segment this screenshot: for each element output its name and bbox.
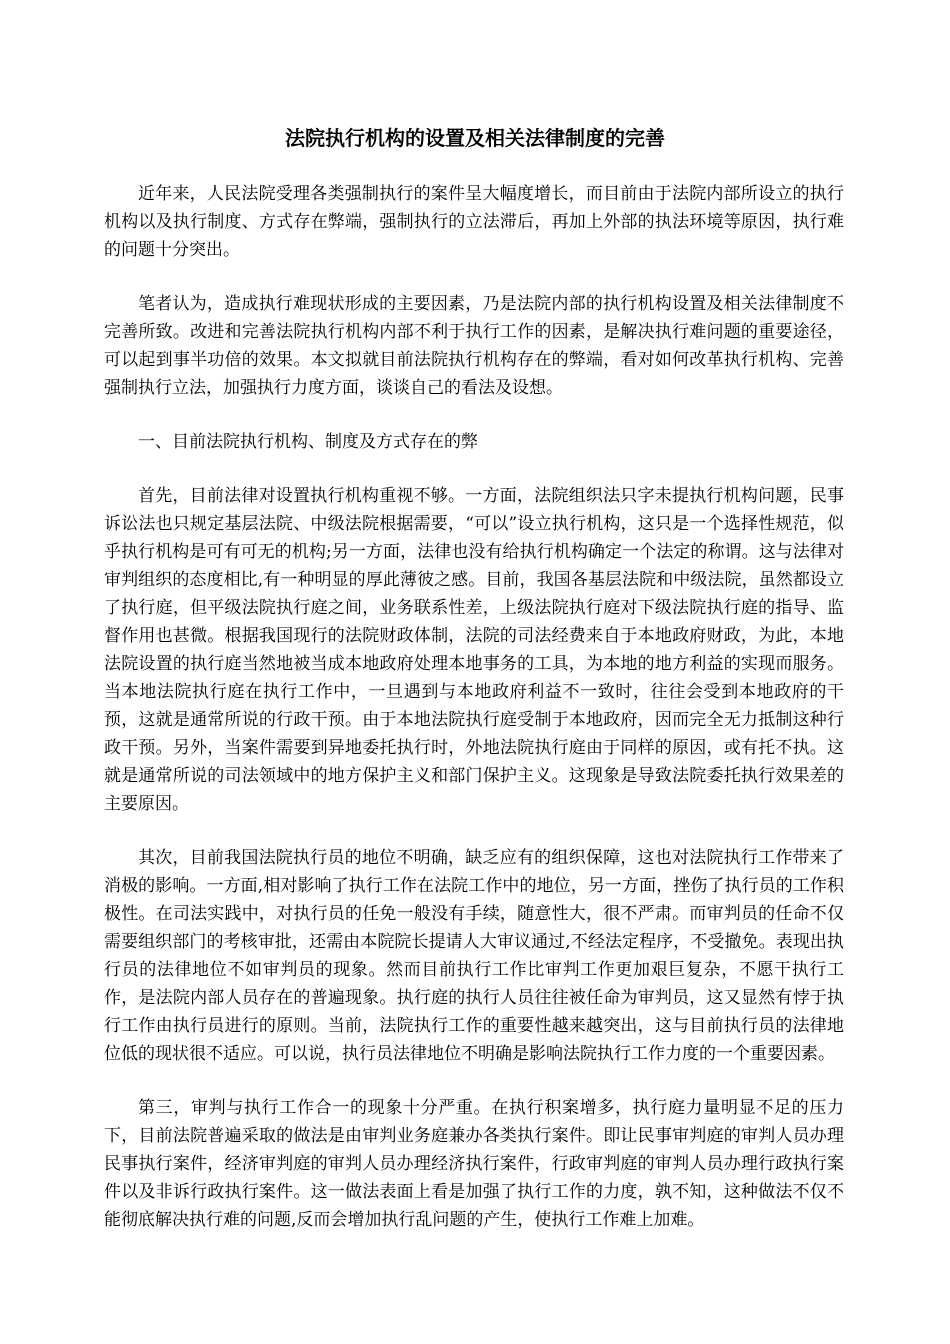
section-heading: 一、目前法院执行机构、制度及方式存在的弊 <box>138 432 478 452</box>
paragraph-author-view: 笔者认为，造成执行难现状形成的主要因素，乃是法院内部的执行机构设置及相关法律制度不完善所致。改进和完善法院执行机构内部不利于执行工作的因素，是解决执行难问题的重要途径，可以起到事半功倍的效果。本文拟就目前法院执行机构存在的弊端，看对如何改革执行机构、完善强制执行立法，加强执行力度方面，谈谈自己的看法及设想。 <box>104 294 844 398</box>
paragraph-second-point: 其次，目前我国法院执行员的地位不明确，缺乏应有的组织保障，这也对法院执行工作带来了消极的影响。一方面,相对影响了执行工作在法院工作中的地位，另一方面，挫伤了执行员的工作积极性。在司法实践中，对执行员的任免一般没有手续，随意性大，很不严肃。而审判员的任命不仅需要组织部门的考核审批，还需由本院院长提请人大审议通过,不经法定程序，不受撤免。表现出执行员的法律地位不如审判员的现象。然而目前执行工作比审判工作更加艰巨复杂，不愿干执行工作，是法院内部人员存在的普遍现象。执行庭的执行人员往往被任命为审判员，这又显然有悖于执行工作由执行员进行的原则。当前，法院执行工作的重要性越来越突出，这与目前执行员的法律地位低的现状很不适应。可以说，执行员法律地位不明确是影响法院执行工作力度的一个重要因素。 <box>104 848 844 1064</box>
paragraph-third-point: 第三，审判与执行工作合一的现象十分严重。在执行积案增多，执行庭力量明显不足的压力下，目前法院普遍采取的做法是由审判业务庭兼办各类执行案件。即让民事审判庭的审判人员办理民事执行案件，经济审判庭的审判人员办理经济执行案件，行政审判庭的审判人员办理行政执行案件以及非诉行政执行案件。这一做法表面上看是加强了执行工作的力度，孰不知，这种做法不仅不能彻底解决执行难的问题,反而会增加执行乱问题的产生，使执行工作难上加难。 <box>104 1098 844 1230</box>
document-body <box>104 180 844 1260</box>
document-title: 法院执行机构的设置及相关法律制度的完善 <box>285 126 665 150</box>
paragraph-intro: 近年来，人民法院受理各类强制执行的案件呈大幅度增长，而目前由于法院内部所设立的执行机构以及执行制度、方式存在弊端，强制执行的立法滞后，再加上外部的执法环境等原因，执行难的问题十分突出。 <box>104 184 844 260</box>
paragraph-first-point: 首先，目前法律对设置执行机构重视不够。一方面，法院组织法只字未提执行机构问题，民事诉讼法也只规定基层法院、中级法院根据需要，“可以”设立执行机构，这只是一个选择性规范，似乎执行机构是可有可无的机构;另一方面，法律也没有给执行机构确定一个法定的称谓。这与法律对审判组织的态度相比,有一种明显的厚此薄彼之感。目前，我国各基层法院和中级法院，虽然都设立了执行庭，但平级法院执行庭之间，业务联系性差，上级法院执行庭对下级法院执行庭的指导、监督作用也甚微。根据我国现行的法院财政体制，法院的司法经费来自于本地政府财政，为此，本地法院设置的执行庭当然地被当成本地政府处理本地事务的工具，为本地的地方利益的实现而服务。当本地法院执行庭在执行工作中，一旦遇到与本地政府利益不一致时，往往会受到本地政府的干预，这就是通常所说的行政干预。由于本地法院执行庭受制于本地政府，因而完全无力抵制这种行政干预。另外，当案件需要到异地委托执行时，外地法院执行庭由于同样的原因，或有托不执。这就是通常所说的司法领域中的地方保护主义和部门保护主义。这现象是导致法院委托执行效果差的主要原因。 <box>104 486 844 814</box>
